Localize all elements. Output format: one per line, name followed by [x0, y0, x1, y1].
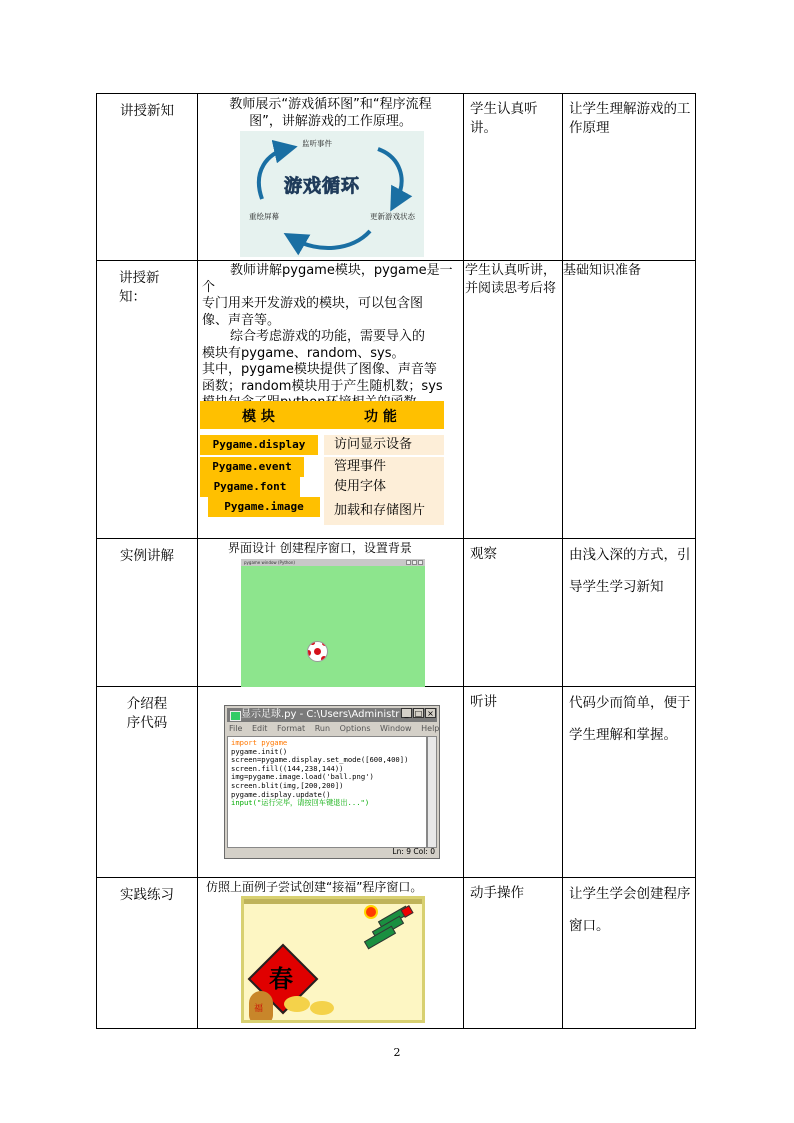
arrow-right — [378, 149, 402, 201]
purpose-cell — [563, 261, 696, 539]
purpose-cell — [563, 878, 696, 1029]
label-listen-events: 监听事件 — [302, 139, 332, 148]
content-cell — [198, 539, 464, 687]
module-name: Pygame.font — [200, 477, 300, 497]
student-cell — [464, 878, 563, 1029]
stage-label: 讲授新知： — [119, 270, 160, 305]
module-function: 使用字体 — [324, 477, 444, 497]
stage-label: 实例讲解 — [120, 548, 174, 564]
content-line: 像、声音等。 — [202, 312, 281, 328]
code-area — [227, 736, 427, 848]
content-line: 教师展示“游戏循环图”和“程序流程 — [229, 97, 432, 112]
maximize-icon — [412, 560, 417, 565]
design-purpose: 基础知识准备 — [563, 263, 642, 278]
soccer-ball-icon — [307, 641, 328, 662]
module-function: 管理事件 — [324, 457, 444, 477]
table-row — [97, 878, 696, 1029]
code-line: pygame.display.update() — [231, 789, 331, 799]
header-module: 模 块 — [242, 409, 275, 425]
content-text — [198, 94, 463, 130]
student-cell — [464, 687, 563, 878]
firework-spark-icon — [366, 907, 376, 917]
stage-cell — [97, 539, 198, 687]
game-loop-diagram — [240, 131, 424, 257]
content-line: 模块有pygame、random、sys。 — [202, 345, 405, 361]
purpose-cell — [563, 94, 696, 261]
stage-label: 实践练习 — [120, 887, 174, 903]
pygame-window-screenshot — [241, 559, 425, 687]
gold-ingot-icon — [284, 996, 310, 1012]
editor-title: 显示足球.py - C:\Users\Administr — [241, 709, 400, 720]
student-activity: 学生认真听讲。 — [470, 101, 538, 136]
table-row — [97, 261, 696, 539]
code-line: img=pygame.image.load('ball.png') — [231, 772, 374, 782]
status-bar: Ln: 9 Col: 0 — [392, 847, 435, 856]
stage-cell — [97, 878, 198, 1029]
arrow-left — [259, 149, 286, 199]
stage-label: 介绍程序代码 — [126, 696, 168, 731]
close-icon — [418, 560, 423, 565]
idle-editor-screenshot — [224, 705, 440, 859]
content-line: 其中，pygame模块提供了图像、声音等 — [202, 362, 437, 377]
content-line: 综合考虑游戏的功能，需要导入的 — [230, 329, 426, 344]
spring-character: 春 — [269, 964, 293, 993]
gourd-icon: 福 — [249, 991, 273, 1023]
code-line: screen.fill((144,238,144)) — [231, 763, 344, 773]
menu-window: Window — [380, 724, 412, 733]
label-redraw-screen: 重绘屏幕 — [249, 212, 279, 221]
table-row — [97, 687, 696, 878]
lesson-plan-table — [96, 93, 696, 1029]
student-activity: 听讲 — [470, 694, 497, 710]
content-line: 图”，讲解游戏的工作原理。 — [249, 114, 412, 129]
menu-edit: Edit — [251, 724, 268, 733]
menu-file: File — [229, 724, 243, 733]
gold-ingot-icon — [310, 1001, 334, 1015]
module-name: Pygame.image — [208, 497, 320, 517]
content-line: 教师讲解pygame模块，pygame是一个 — [202, 263, 453, 295]
module-name: Pygame.display — [200, 435, 318, 455]
editor-menu-bar — [229, 724, 446, 733]
vertical-scrollbar — [427, 736, 437, 848]
maximize-icon: □ — [414, 709, 423, 718]
student-cell — [464, 261, 563, 539]
design-purpose: 代码少而简单，便于学生理解和掌握。 — [569, 695, 691, 743]
module-name: Pygame.event — [200, 457, 304, 477]
window-title-bar — [244, 899, 422, 904]
minimize-icon — [406, 560, 411, 565]
content-cell — [198, 878, 464, 1029]
stage-cell — [97, 261, 198, 539]
code-line: screen=pygame.display.set_mode([600,400]) — [231, 755, 409, 765]
stage-label: 讲授新知 — [120, 103, 174, 119]
content-line: 专门用来开发游戏的模块，可以包含图 — [202, 296, 424, 311]
content-text — [198, 261, 463, 412]
label-game-loop: 游戏循环 — [284, 176, 360, 197]
content-caption: 界面设计 创建程序窗口，设置背景 — [228, 541, 412, 555]
content-line: 函数；random模块用于产生随机数；sys — [202, 378, 443, 394]
window-title: pygame window (Python) — [241, 559, 425, 566]
student-cell — [464, 539, 563, 687]
menu-help: Help — [421, 724, 440, 733]
table-row — [97, 539, 696, 687]
content-cell — [198, 687, 464, 878]
menu-run: Run — [314, 724, 331, 733]
design-purpose: 由浅入深的方式，引导学生学习新知 — [569, 547, 691, 595]
student-cell — [464, 94, 563, 261]
header-function: 功 能 — [364, 409, 397, 425]
minimize-icon: _ — [401, 708, 412, 718]
content-caption: 仿照上面例子尝试创建“接福”程序窗口。 — [206, 880, 423, 894]
module-function: 访问显示设备 — [324, 435, 444, 455]
content-cell — [198, 94, 464, 261]
content-cell — [198, 261, 464, 539]
arrow-bottom — [294, 231, 370, 248]
table-row — [97, 94, 696, 261]
student-activity: 学生认真听讲，并阅读思考后将 — [465, 263, 557, 296]
jiefu-window-screenshot — [241, 896, 425, 1023]
module-table-header — [200, 401, 444, 429]
code-line: input("运行完毕，请按回车键退出...") — [231, 798, 370, 808]
purpose-cell — [563, 687, 696, 878]
label-update-state: 更新游戏状态 — [370, 212, 415, 221]
code-line: pygame.init() — [231, 746, 288, 756]
menu-options: Options — [339, 724, 371, 733]
stage-cell — [97, 687, 198, 878]
python-file-icon — [230, 711, 241, 721]
menu-format: Format — [276, 724, 306, 733]
close-icon: × — [425, 708, 436, 718]
design-purpose: 让学生理解游戏的工作原理 — [569, 101, 691, 136]
student-activity: 动手操作 — [470, 885, 524, 901]
page-number: 2 — [393, 1046, 401, 1059]
code-line: screen.blit(img,[200,200]) — [231, 780, 344, 790]
module-function: 加载和存储图片 — [324, 497, 444, 525]
student-activity: 观察 — [470, 546, 497, 562]
stage-cell — [97, 94, 198, 261]
code-line: import pygame — [231, 738, 288, 747]
design-purpose: 让学生学会创建程序窗口。 — [569, 886, 691, 934]
purpose-cell — [563, 539, 696, 687]
